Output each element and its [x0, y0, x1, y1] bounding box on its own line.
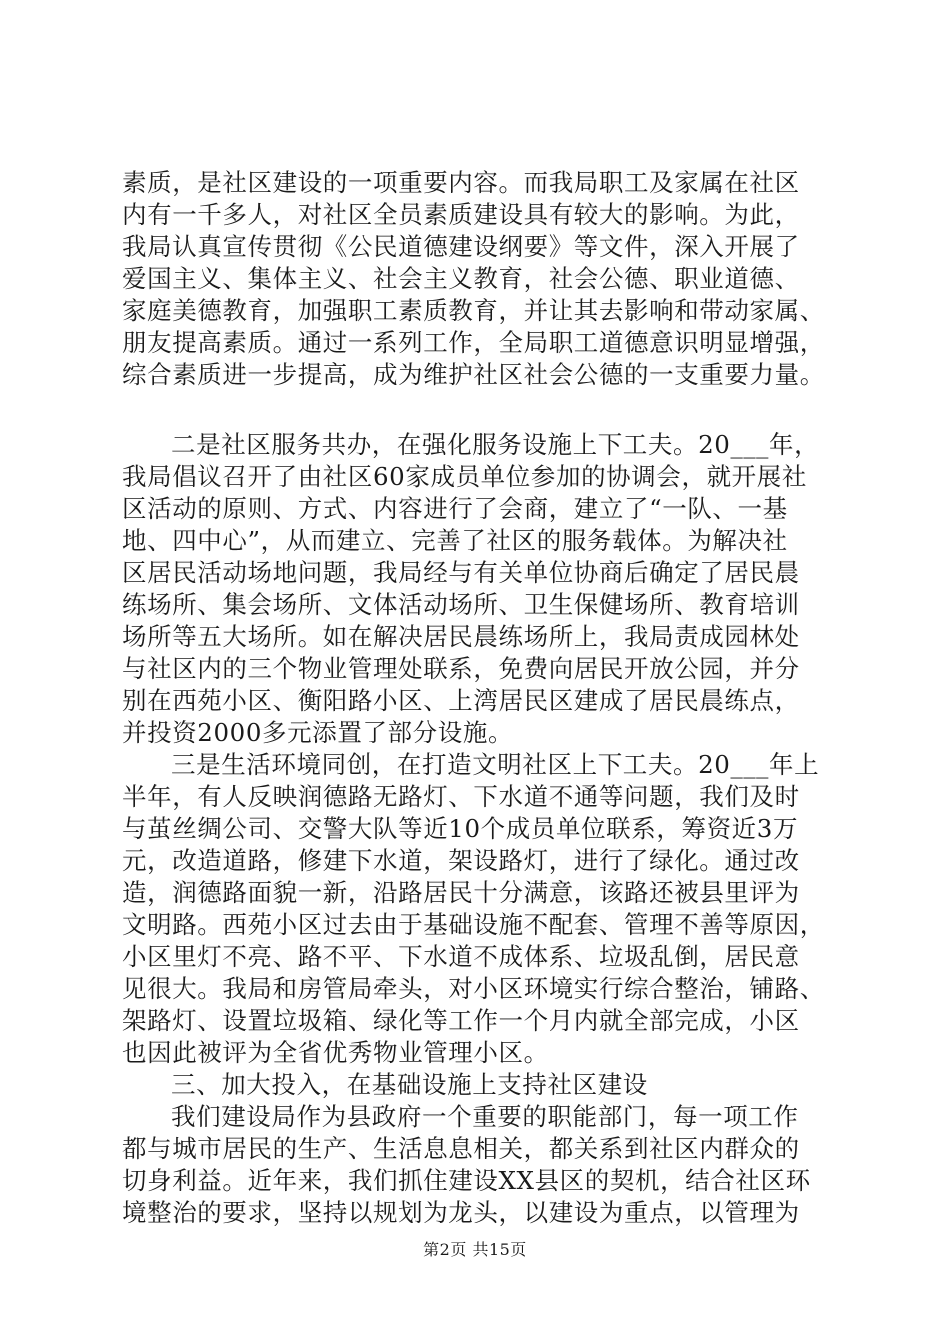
text-line: 区居民活动场地问题，我局经与有关单位协商后确定了居民晨 [122, 558, 800, 587]
text-line: 素质，是社区建设的一项重要内容。而我局职工及家属在社区 [122, 168, 800, 197]
text-line: 见很大。我局和房管局牵头，对小区环境实行综合整治，铺路、 [122, 974, 825, 1003]
text-line: 别在西苑小区、衡阳路小区、上湾居民区建成了居民晨练点， [122, 686, 800, 715]
section-heading: 三、加大投入，在基础设施上支持社区建设 [171, 1070, 648, 1099]
text-line: 境整治的要求，坚持以规划为龙头，以建设为重点，以管理为 [122, 1198, 800, 1227]
text-line: 我局倡议召开了由社区60家成员单位参加的协调会，就开展社 [122, 462, 807, 491]
paragraph-start-line: 三是生活环境同创，在打造文明社区上下工夫。20___年上 [171, 750, 820, 779]
text-line: 场所等五大场所。如在解决居民晨练场所上，我局责成园林处 [122, 622, 800, 651]
text-line: 与茧丝绸公司、交警大队等近10个成员单位联系，筹资近3万 [122, 814, 799, 843]
text-line: 地、四中心”，从而建立、完善了社区的服务载体。为解决社 [122, 526, 788, 555]
text-line: 都与城市居民的生产、生活息息相关，都关系到社区内群众的 [122, 1134, 800, 1163]
document-body [122, 167, 834, 1229]
text-line: 造，润德路面貌一新，沿路居民十分满意，该路还被县里评为 [122, 878, 800, 907]
text-line: 与社区内的三个物业管理处联系，免费向居民开放公园，并分 [122, 654, 800, 683]
text-line: 综合素质进一步提高，成为维护社区社会公德的一支重要力量。 [122, 360, 825, 389]
page-footer [0, 1239, 950, 1261]
text-line: 架路灯、设置垃圾箱、绿化等工作一个月内就全部完成，小区 [122, 1006, 800, 1035]
text-line: 切身利益。近年来，我们抓住建设XX县区的契机，结合社区环 [122, 1166, 811, 1195]
page-number: 第2页 共15页 [423, 1240, 527, 1259]
text-line: 区活动的原则、方式、内容进行了会商，建立了“一队、一基 [122, 494, 788, 523]
paragraph-start-line: 我们建设局作为县政府一个重要的职能部门，每一项工作 [171, 1102, 799, 1131]
text-line: 半年，有人反映润德路无路灯、下水道不通等问题，我们及时 [122, 782, 800, 811]
paragraph-start-line: 二是社区服务共办，在强化服务设施上下工夫。20___年， [171, 430, 820, 459]
text-line: 朋友提高素质。通过一系列工作，全局职工道德意识明显增强， [122, 328, 825, 357]
text-line: 内有一千多人，对社区全员素质建设具有较大的影响。为此， [122, 200, 800, 229]
text-line: 我局认真宣传贯彻《公民道德建设纲要》等文件，深入开展了 [122, 232, 800, 261]
text-line: 爱国主义、集体主义、社会主义教育，社会公德、职业道德、 [122, 264, 800, 293]
text-line: 元，改造道路，修建下水道，架设路灯，进行了绿化。通过改 [122, 846, 800, 875]
text-line: 家庭美德教育，加强职工素质教育，并让其去影响和带动家属、 [122, 296, 825, 325]
text-line: 练场所、集会场所、文体活动场所、卫生保健场所、教育培训 [122, 590, 800, 619]
text-line: 小区里灯不亮、路不平、下水道不成体系、垃圾乱倒，居民意 [122, 942, 800, 971]
text-line: 文明路。西苑小区过去由于基础设施不配套、管理不善等原因， [122, 910, 825, 939]
text-line: 并投资2000多元添置了部分设施。 [122, 718, 514, 747]
paragraph-gap [122, 391, 834, 429]
text-line: 也因此被评为全省优秀物业管理小区。 [122, 1038, 549, 1067]
